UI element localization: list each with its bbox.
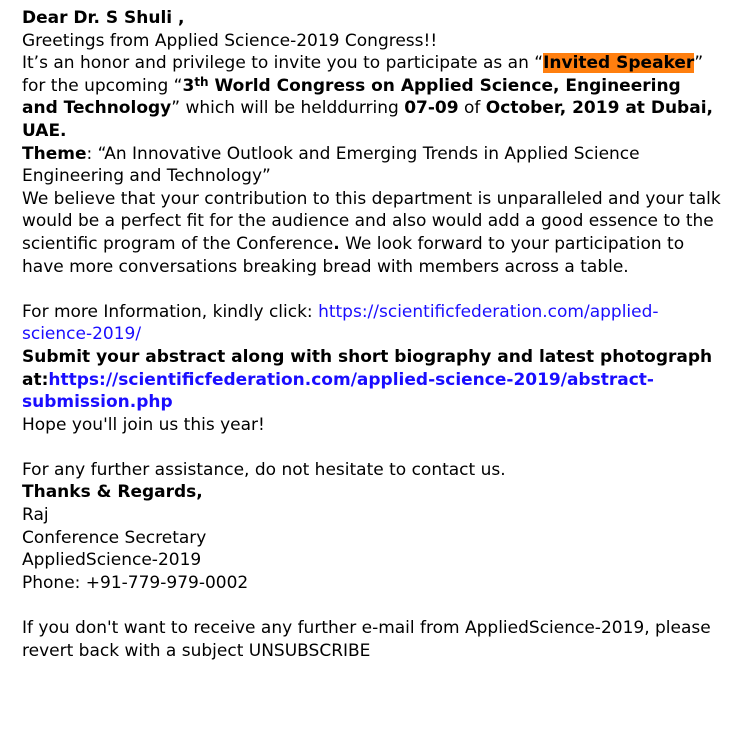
signature-name: Raj xyxy=(22,505,49,526)
signoff: Thanks & Regards, xyxy=(22,482,203,503)
congress-ordinal-suffix: th xyxy=(194,74,209,89)
submit-paragraph xyxy=(22,346,722,414)
submit-text: Submit your abstract along with short biography and latest photograph at: xyxy=(22,346,713,390)
signature-org: AppliedScience-2019 xyxy=(22,550,202,571)
spacer xyxy=(22,594,722,617)
greeting: Dear Dr. S Shuli , xyxy=(22,8,185,28)
conference-link[interactable]: https://scientificfederation.com/applied-science-2019/ xyxy=(22,301,659,345)
spacer xyxy=(22,278,722,301)
theme-text: : “An Innovative Outlook and Emerging Trends in Applied Science Engineering and Technology” xyxy=(22,143,640,187)
invite-post: ” for the upcoming “ xyxy=(22,53,704,96)
body-paragraph xyxy=(22,188,722,278)
signoff-line xyxy=(22,481,722,504)
body-text-1: We believe that your contribution to this department is unparalleled and your talk would be a perfect fit for the audience and also would add a good essence to the scientific program of the Conference xyxy=(22,188,721,254)
unsubscribe-notice: If you don't want to receive any further e-mail from AppliedScience-2019, please revert back with a subject UNSUBSCRIBE xyxy=(22,618,711,661)
congress-close-quote: ” xyxy=(171,98,181,119)
more-info-paragraph xyxy=(22,301,722,346)
invite-pre: It’s an honor and privilege to invite you to participate as an “ xyxy=(22,53,544,74)
congress-name: World Congress on Applied Science, Engineering and Technology xyxy=(22,75,681,119)
hope-line: Hope you'll join us this year! xyxy=(22,414,265,435)
body-dot: . xyxy=(333,233,340,254)
signature-title: Conference Secretary xyxy=(22,527,207,548)
abstract-submission-link[interactable]: https://scientificfederation.com/applied-science-2019/abstract-submission.php xyxy=(22,369,654,413)
invite-held: which will be helddurring xyxy=(180,98,405,119)
theme-paragraph xyxy=(22,143,722,188)
invited-speaker-highlight: Invited Speaker xyxy=(543,53,695,74)
intro-line: Greetings from Applied Science-2019 Congress!! xyxy=(22,30,438,51)
spacer xyxy=(22,436,722,459)
congress-ordinal: 3 xyxy=(182,75,195,96)
invite-of: of xyxy=(458,98,486,119)
assistance-line: For any further assistance, do not hesitate to contact us. xyxy=(22,459,506,480)
theme-label: Theme xyxy=(22,143,87,164)
invite-paragraph xyxy=(22,52,722,142)
more-info-text: For more Information, kindly click: xyxy=(22,301,319,322)
event-month-place: October, 2019 at Dubai, UAE. xyxy=(22,98,713,141)
greeting-line xyxy=(22,7,722,30)
event-dates: 07-09 xyxy=(404,98,459,119)
body-text-2: We look forward to your participation to have more conversations breaking bread with members across a table. xyxy=(22,233,685,277)
signature-phone: Phone: +91-779-979-0002 xyxy=(22,572,249,593)
